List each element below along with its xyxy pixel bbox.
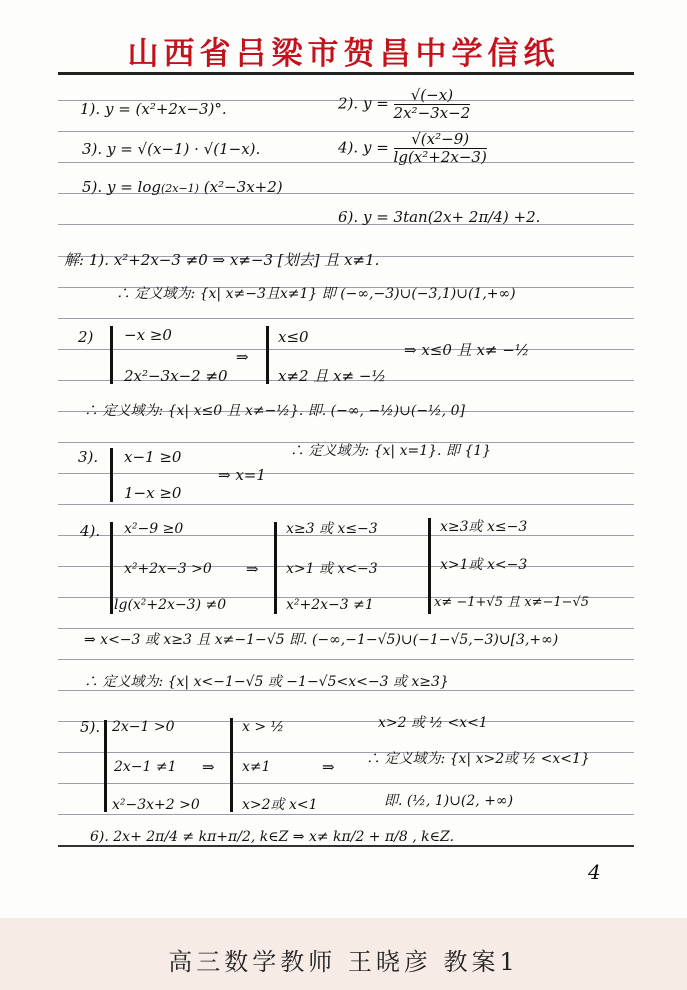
system-condition: x≠2 且 x≠ −½: [278, 367, 387, 385]
solution-1-domain: ∴ 定义域为: {x| x≠−3且x≠1} 即 (−∞,−3)∪(−3,1)∪(1,+∞): [116, 286, 516, 302]
system-condition: x≤0: [278, 328, 309, 346]
ruled-line: [58, 628, 634, 629]
implies-arrow: ⇒: [246, 560, 259, 578]
solution-3-domain: ∴ 定义域为: {x| x=1}. 即 {1}: [290, 443, 492, 459]
system-condition: x²+2x−3 ≠1: [286, 597, 374, 613]
problem-6: [338, 210, 540, 225]
system-condition: x≠ −1+√5 且 x≠−1−√5: [434, 595, 590, 610]
system-condition: x>1 或 x<−3: [286, 561, 378, 577]
fraction: [394, 132, 487, 165]
solution-5-label: 5).: [80, 718, 101, 736]
system-condition: −x ≥0: [124, 326, 172, 344]
problem-label: 4).: [338, 138, 359, 157]
system-condition: x²+2x−3 >0: [124, 561, 212, 577]
problem-expression: y = 3tan(2x+ 2π/4) +2.: [362, 208, 541, 226]
system-brace: [104, 720, 107, 812]
solution-3-label: 3).: [78, 448, 99, 466]
header-rule: [58, 72, 634, 75]
numerator: √(−x): [394, 88, 471, 105]
system-condition: x>2或 x<1: [242, 797, 318, 813]
system-condition: x²−3x+2 >0: [112, 797, 200, 813]
problem-expression: y = (x²+2x−3)°.: [104, 100, 227, 118]
solution-4-label: 4).: [80, 522, 101, 540]
system-brace: [230, 718, 233, 812]
ruled-line: [58, 814, 634, 815]
system-brace: [110, 326, 113, 384]
system-brace: [428, 518, 431, 614]
system-brace: [110, 522, 113, 614]
problem-1: [80, 102, 227, 117]
fraction: [394, 88, 471, 121]
solution-5-domain: ∴ 定义域为: {x| x>2或 ½ <x<1}: [366, 751, 590, 767]
system-brace: [274, 522, 277, 614]
system-condition: x≠1: [242, 759, 271, 775]
ruled-line: [58, 690, 634, 691]
solution-5-result: x>2 或 ½ <x<1: [378, 715, 488, 731]
implies-arrow: ⇒: [202, 758, 215, 776]
problem-3: [82, 142, 260, 157]
ruled-line: [58, 504, 634, 505]
system-condition: x−1 ≥0: [124, 448, 182, 466]
ruled-line: [58, 845, 634, 847]
problem-lhs: y =: [362, 94, 389, 113]
system-condition: x²−9 ≥0: [124, 521, 184, 537]
problem-5: [82, 180, 283, 195]
solution-6: 6). 2x+ 2π/4 ≠ kπ+π/2, k∈Z ⇒ x≠ kπ/2 + π/8 , k∈Z.: [90, 829, 454, 845]
solution-5-interval: 即. (½, 1)∪(2, +∞): [384, 793, 514, 809]
system-brace: [110, 448, 113, 502]
problem-expression: y = √(x−1) · √(1−x).: [106, 140, 261, 158]
system-condition: lg(x²+2x−3) ≠0: [114, 597, 227, 613]
system-brace: [266, 326, 269, 384]
solution-3-result: ⇒ x=1: [218, 466, 266, 484]
system-condition: 2x²−3x−2 ≠0: [124, 367, 228, 385]
system-condition: 2x−1 ≠1: [114, 759, 177, 775]
solution-1-line-1: 解: 1). x²+2x−3 ≠0 ⇒ x≠−3 [划去] 且 x≠1.: [64, 251, 380, 269]
denominator: lg(x²+2x−3): [393, 148, 487, 166]
system-condition: x≥3或 x≤−3: [440, 519, 528, 535]
solution-2-label: 2): [78, 328, 94, 346]
ruled-line: [58, 659, 634, 660]
ruled-line: [58, 318, 634, 319]
problem-lhs: y =: [362, 138, 389, 157]
log-base: (2x−1): [160, 182, 199, 195]
problem-label: 5).: [82, 178, 103, 196]
solution-4-result: ⇒ x<−3 或 x≥3 且 x≠−1−√5 即. (−∞,−1−√5)∪(−1−√5,−3)∪[3,+∞): [84, 632, 559, 648]
ruled-line: [58, 349, 634, 350]
system-condition: 1−x ≥0: [124, 484, 182, 502]
ruled-line: [58, 473, 634, 474]
problem-label: 3).: [82, 140, 103, 158]
system-condition: x≥3 或 x≤−3: [286, 521, 378, 537]
numerator: √(x²−9): [394, 132, 487, 149]
problem-expression: y = log: [106, 178, 161, 196]
page-number: 4: [588, 860, 601, 884]
implies-arrow: ⇒: [322, 758, 335, 776]
solution-2-domain: ∴ 定义域为: {x| x≤0 且 x≠−½}. 即. (−∞, −½)∪(−½, 0]: [84, 403, 465, 419]
footer-caption: 高三数学教师 王晓彦 教案1: [168, 948, 519, 976]
solution-4-domain: ∴ 定义域为: {x| x<−1−√5 或 −1−√5<x<−3 或 x≥3}: [84, 674, 449, 690]
system-condition: x>1或 x<−3: [440, 557, 528, 573]
problem-expression-argument: (x²−3x+2): [203, 178, 283, 196]
letterhead-title: 山西省吕梁市贺昌中学信纸: [127, 36, 560, 72]
problem-label: 2).: [338, 94, 359, 113]
implies-arrow: ⇒: [236, 348, 249, 366]
system-condition: x > ½: [242, 719, 285, 735]
problem-label: 1).: [80, 100, 101, 118]
problem-4: [338, 132, 487, 165]
solution-2-result: ⇒ x≤0 且 x≠ −½: [404, 341, 530, 359]
problem-label: 6).: [338, 208, 359, 226]
system-condition: 2x−1 >0: [112, 719, 175, 735]
problem-2: [338, 88, 470, 121]
ruled-line: [58, 783, 634, 784]
denominator: 2x²−3x−2: [393, 104, 471, 122]
